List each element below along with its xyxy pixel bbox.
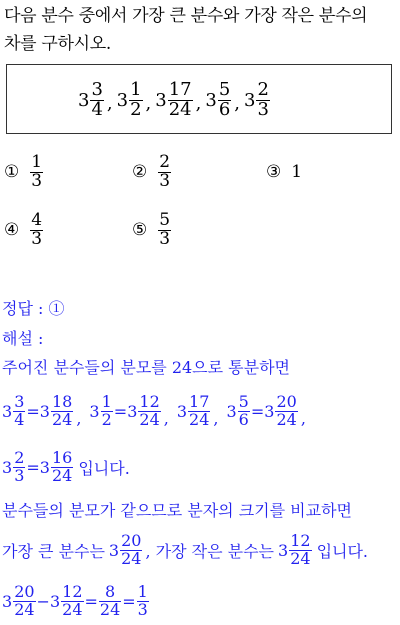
numerator: 3 [14, 391, 25, 411]
denominator: 2 [101, 409, 112, 429]
equals: = [122, 591, 136, 611]
numerator: 2 [159, 151, 171, 172]
numerator: 17 [168, 78, 192, 100]
equals: = [26, 401, 40, 421]
option-2[interactable] [132, 150, 172, 194]
mixed-number [39, 391, 75, 429]
denominator: 3 [31, 170, 43, 191]
whole-part: 3 [78, 89, 90, 111]
numerator: 1 [130, 78, 142, 100]
denominator: 6 [218, 98, 231, 120]
whole-part: 3 [2, 401, 13, 421]
fraction [138, 391, 160, 429]
whole-part: 3 [2, 457, 13, 477]
numerator: 1 [137, 581, 148, 601]
whole-part: 3 [155, 89, 167, 111]
option-marker: ② [132, 162, 148, 182]
denominator: 6 [238, 409, 249, 429]
denominator: 24 [51, 409, 73, 429]
fraction [256, 78, 269, 120]
fraction [275, 391, 297, 429]
denominator: 4 [91, 98, 103, 120]
fraction [13, 581, 35, 619]
whole-part: 3 [205, 89, 217, 111]
separator: , [145, 93, 152, 114]
denominator: 3 [31, 228, 43, 249]
separator: , [234, 93, 241, 114]
answer-label: 정답 : [2, 299, 49, 318]
smallest-fraction [278, 530, 313, 568]
fraction-list [78, 78, 271, 122]
separator: , [106, 93, 113, 114]
whole-part: 3 [89, 401, 100, 421]
result-fraction [137, 581, 149, 619]
answer-line [2, 296, 65, 319]
option-4[interactable] [4, 208, 44, 252]
fraction [168, 78, 193, 120]
fraction [289, 530, 311, 568]
fraction [218, 78, 231, 120]
mixed-number [2, 447, 26, 485]
mixed-number [127, 391, 162, 429]
numerator: 12 [139, 391, 160, 411]
whole-part: 3 [39, 401, 50, 421]
largest-label: 가장 큰 분수는 [2, 541, 105, 561]
option-marker: ⑤ [132, 220, 148, 240]
whole-part: 3 [49, 591, 61, 611]
option-marker: ③ [266, 162, 282, 182]
denominator: 24 [139, 409, 160, 429]
answer-value: ① [48, 299, 65, 318]
denominator: 24 [14, 599, 35, 619]
denominator: 3 [257, 98, 269, 120]
denominator: 24 [290, 548, 311, 568]
numerator: 2 [14, 447, 25, 467]
equals: = [26, 457, 40, 477]
denominator: 3 [14, 465, 25, 485]
whole-part: 3 [39, 457, 50, 477]
fraction [51, 447, 73, 485]
fraction [61, 581, 83, 619]
numerator: 2 [257, 78, 269, 100]
largest-fraction [108, 530, 144, 568]
numerator: 12 [290, 530, 311, 550]
compare-row [2, 527, 368, 573]
numerator: 8 [99, 584, 121, 602]
whole-part: 3 [176, 401, 188, 421]
numerator: 20 [276, 391, 297, 411]
equals: = [250, 401, 265, 421]
denominator: 24 [99, 599, 121, 619]
fraction-item [116, 78, 144, 120]
denominator: 24 [62, 599, 83, 619]
whole-part: 3 [264, 401, 275, 421]
numerator: 5 [238, 391, 249, 411]
mixed-number [176, 391, 212, 429]
mixed-number [2, 391, 26, 429]
denominator: 24 [189, 409, 210, 429]
fraction-item [155, 78, 193, 120]
fraction [51, 391, 73, 429]
separator: , [163, 409, 169, 428]
separator: , [195, 93, 202, 114]
explanation-line-1: 주어진 분수들의 분모를 24으로 통분하면 [2, 358, 290, 377]
numerator: 5 [159, 209, 171, 230]
option-fraction [30, 151, 43, 191]
option-marker: ① [4, 162, 20, 182]
mixed-number [226, 391, 250, 429]
fraction-item [244, 78, 271, 120]
numerator: 18 [51, 391, 73, 411]
numerator: 17 [189, 391, 210, 411]
minus-sign: − [36, 591, 50, 611]
separator: , [213, 409, 219, 428]
equals: = [84, 591, 98, 611]
tail-text: 입니다. [78, 458, 130, 478]
fraction [120, 530, 142, 568]
numerator: 16 [51, 447, 73, 467]
mixed-number [2, 581, 37, 619]
fraction [129, 78, 142, 120]
fraction [188, 391, 210, 429]
numerator: 3 [91, 78, 103, 100]
conversion-row-2 [2, 444, 130, 490]
denominator: 24 [168, 98, 192, 120]
explanation-line-2: 분수들의 분모가 같으므로 분자의 크기를 비교하면 [2, 501, 353, 520]
fraction [101, 391, 113, 429]
fraction-item [205, 78, 232, 120]
whole-part: 3 [278, 540, 289, 560]
mixed-number [89, 391, 113, 429]
final-calculation [2, 578, 150, 624]
explanation-label: 해설 : [2, 329, 44, 348]
whole-part: 3 [108, 540, 120, 560]
whole-part: 3 [127, 401, 138, 421]
option-value: 1 [291, 162, 303, 182]
whole-part: 3 [226, 401, 237, 421]
fraction [238, 391, 250, 429]
fraction-item [78, 78, 105, 120]
numerator: 20 [14, 581, 35, 601]
whole-part: 3 [116, 89, 129, 111]
denominator: 3 [159, 228, 171, 249]
whole-part: 3 [2, 591, 13, 611]
question-line-2: 차를 구하시오. [4, 34, 111, 54]
tail-text: 입니다. [316, 541, 369, 561]
denominator: 24 [276, 409, 297, 429]
equals: = [113, 401, 128, 421]
separator: , [76, 409, 82, 428]
fraction [90, 78, 103, 120]
numerator: 4 [31, 209, 43, 230]
option-fraction [30, 209, 43, 249]
fraction [99, 581, 121, 619]
denominator: 3 [137, 599, 148, 619]
numerator: 5 [218, 78, 231, 100]
option-5[interactable] [132, 208, 172, 252]
question-line-1: 다음 분수 중에서 가장 큰 분수와 가장 작은 분수의 [4, 6, 368, 26]
whole-part: 3 [244, 89, 256, 111]
option-fraction [158, 151, 171, 191]
conversion-row [2, 388, 314, 434]
denominator: 24 [121, 548, 142, 568]
fraction [13, 447, 25, 485]
option-3[interactable] [266, 150, 302, 194]
smallest-label: , 가장 작은 분수는 [145, 541, 275, 561]
fraction [13, 391, 25, 429]
numerator: 1 [101, 391, 112, 411]
option-1[interactable] [4, 150, 44, 194]
option-marker: ④ [4, 220, 20, 240]
numerator: 20 [121, 530, 142, 550]
denominator: 24 [51, 465, 73, 485]
mixed-number [264, 391, 299, 429]
denominator: 3 [159, 170, 171, 191]
separator: , [300, 409, 306, 428]
mixed-number [49, 581, 85, 619]
denominator: 4 [14, 409, 25, 429]
mixed-number [39, 447, 75, 485]
denominator: 2 [130, 98, 142, 120]
numerator: 12 [62, 581, 83, 601]
option-fraction [158, 209, 171, 249]
numerator: 1 [31, 151, 43, 172]
